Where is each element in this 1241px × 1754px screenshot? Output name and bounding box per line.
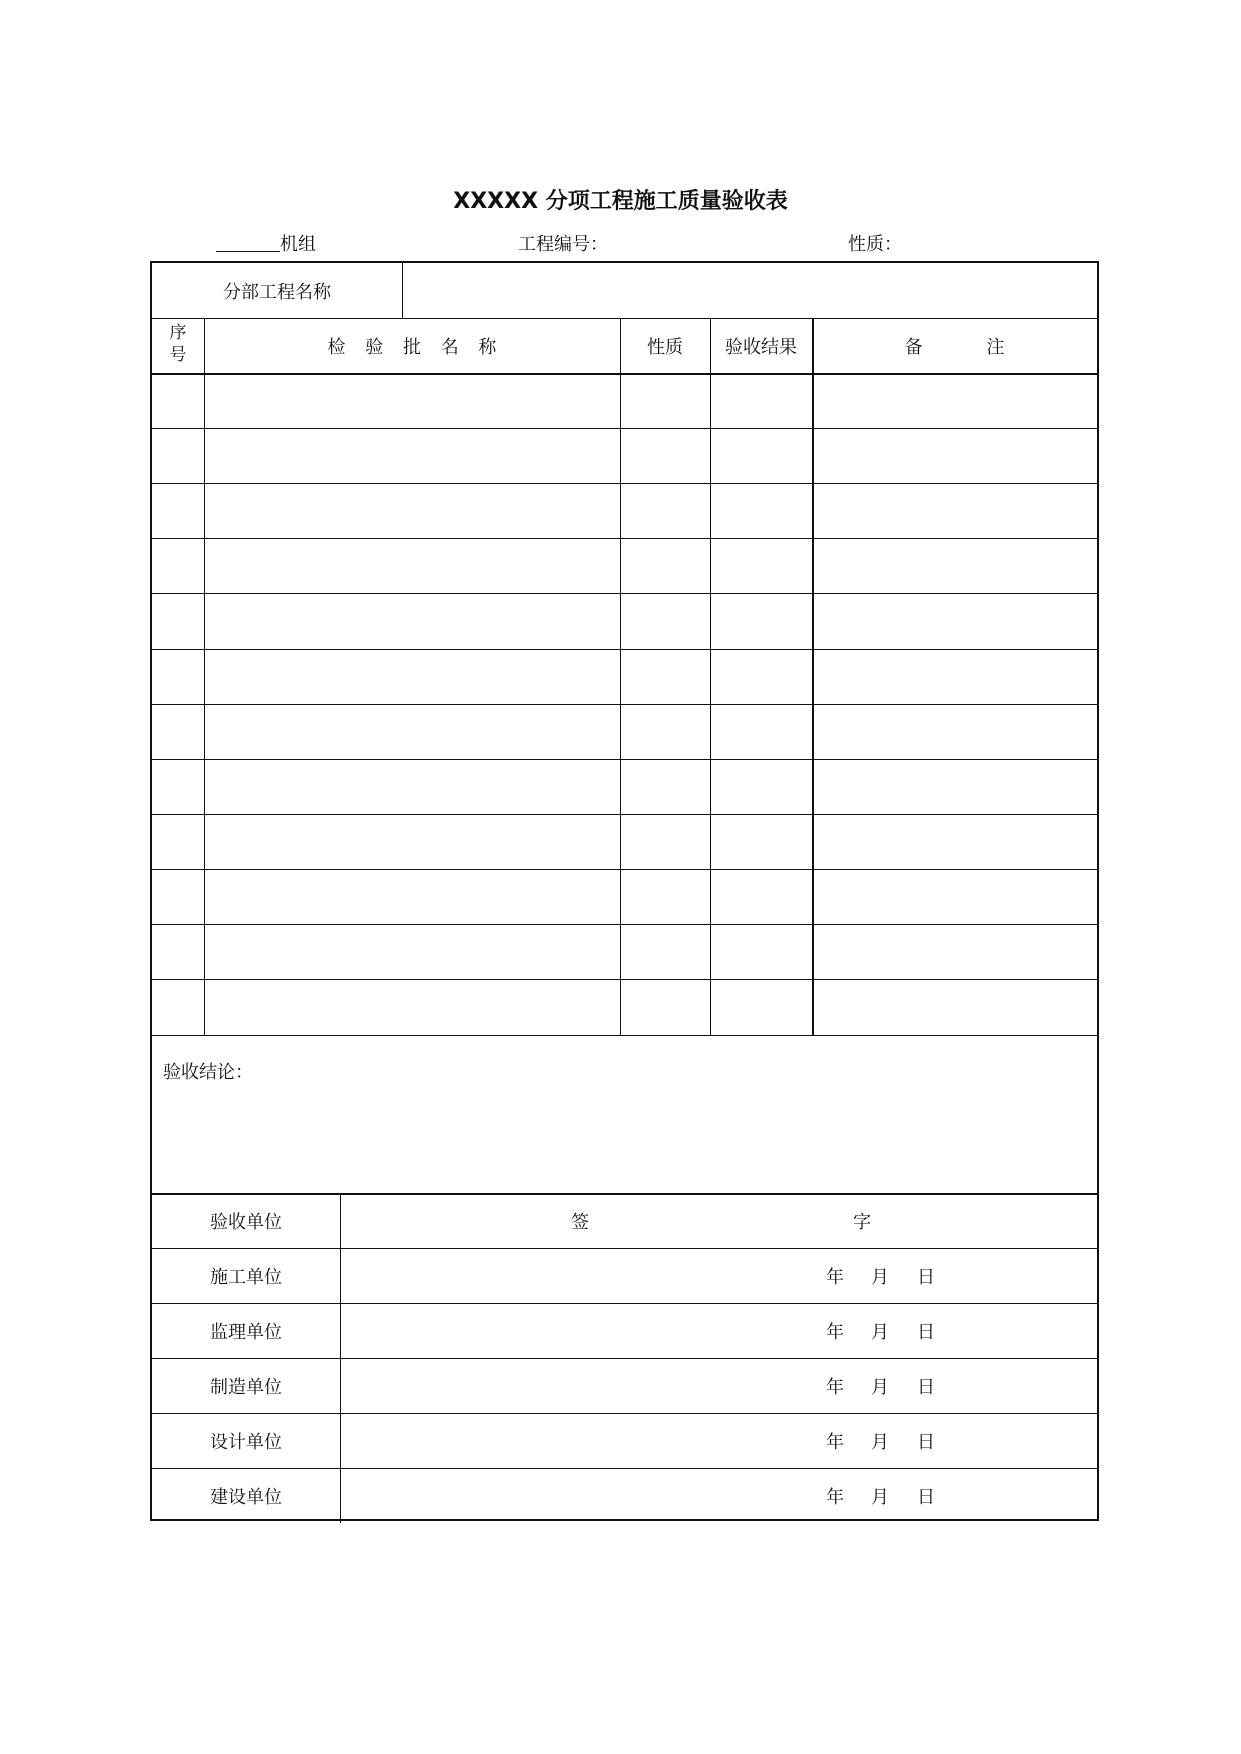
divider [812, 318, 814, 1035]
result-cell[interactable] [710, 649, 812, 704]
sign-row-unit: 施工单位 [210, 1267, 282, 1288]
header-batch-name: 检 验 批 名 称 [327, 337, 497, 358]
date-year-label: 年 [826, 1322, 844, 1343]
date-day-label: 日 [917, 1487, 935, 1508]
serial-cell[interactable] [152, 924, 204, 979]
document-title: XXXXX 分项工程施工质量验收表 [453, 189, 788, 214]
table-row [152, 483, 1097, 538]
nature-cell[interactable] [620, 593, 710, 648]
remarks-cell[interactable] [812, 538, 1097, 593]
nature-cell[interactable] [620, 979, 710, 1034]
nature-cell[interactable] [620, 373, 710, 428]
table-row [152, 538, 1097, 593]
sign-row [152, 1468, 1097, 1523]
remarks-cell[interactable] [812, 979, 1097, 1034]
header-nature: 性质 [647, 337, 683, 358]
batch-name-cell[interactable] [204, 483, 620, 538]
date-day-label: 日 [917, 1377, 935, 1398]
serial-cell[interactable] [152, 373, 204, 428]
nature-cell[interactable] [620, 538, 710, 593]
sign-row-unit: 设计单位 [210, 1432, 282, 1453]
sign-row-unit: 建设单位 [210, 1487, 282, 1508]
division-value-cell[interactable] [404, 263, 1097, 318]
sign-header-char: 字 [853, 1212, 871, 1233]
batch-name-cell[interactable] [204, 649, 620, 704]
result-cell[interactable] [710, 373, 812, 428]
date-year-label: 年 [826, 1432, 844, 1453]
result-cell[interactable] [710, 428, 812, 483]
remarks-cell[interactable] [812, 649, 1097, 704]
result-cell[interactable] [710, 483, 812, 538]
serial-cell[interactable] [152, 814, 204, 869]
table-row [152, 924, 1097, 979]
signature-field[interactable] [342, 1303, 902, 1358]
result-cell[interactable] [710, 979, 812, 1034]
date-month-label: 月 [871, 1487, 889, 1508]
result-cell[interactable] [710, 593, 812, 648]
result-cell[interactable] [710, 704, 812, 759]
remarks-cell[interactable] [812, 593, 1097, 648]
remarks-cell[interactable] [812, 483, 1097, 538]
batch-name-cell[interactable] [204, 428, 620, 483]
conclusion-area[interactable] [152, 1035, 1097, 1193]
divider [620, 318, 621, 1035]
conclusion-label: 验收结论： [163, 1062, 253, 1083]
serial-cell[interactable] [152, 593, 204, 648]
table-row [152, 759, 1097, 814]
header-serial [152, 322, 204, 366]
date-year-label: 年 [826, 1487, 844, 1508]
division-label: 分部工程名称 [223, 282, 331, 303]
signature-field[interactable] [342, 1248, 902, 1303]
divider [152, 318, 1097, 319]
unit-field[interactable] [216, 230, 316, 256]
nature-cell[interactable] [620, 759, 710, 814]
table-row [152, 704, 1097, 759]
nature-label: 性质： [848, 234, 902, 255]
batch-name-cell[interactable] [204, 759, 620, 814]
unit-suffix: 机组 [280, 234, 316, 255]
nature-cell[interactable] [620, 483, 710, 538]
serial-cell[interactable] [152, 869, 204, 924]
date-day-label: 日 [917, 1432, 935, 1453]
batch-name-cell[interactable] [204, 814, 620, 869]
signature-field[interactable] [342, 1413, 902, 1468]
nature-cell[interactable] [620, 869, 710, 924]
serial-cell[interactable] [152, 538, 204, 593]
batch-name-cell[interactable] [204, 704, 620, 759]
remarks-cell[interactable] [812, 814, 1097, 869]
serial-cell[interactable] [152, 759, 204, 814]
date-month-label: 月 [871, 1377, 889, 1398]
signature-field[interactable] [342, 1358, 902, 1413]
table-row [152, 428, 1097, 483]
serial-cell[interactable] [152, 649, 204, 704]
remarks-cell[interactable] [812, 869, 1097, 924]
batch-name-cell[interactable] [204, 979, 620, 1034]
date-month-label: 月 [871, 1432, 889, 1453]
date-year-label: 年 [826, 1377, 844, 1398]
sign-row-unit: 制造单位 [210, 1377, 282, 1398]
nature-cell[interactable] [620, 924, 710, 979]
sign-row [152, 1413, 1097, 1468]
result-cell[interactable] [710, 759, 812, 814]
divider [402, 263, 403, 318]
project-no-label: 工程编号： [518, 234, 608, 255]
date-month-label: 月 [871, 1322, 889, 1343]
signature-field[interactable] [342, 1468, 902, 1523]
batch-name-cell[interactable] [204, 538, 620, 593]
header-serial-line1: 序 [169, 323, 187, 343]
acceptance-table [150, 261, 1099, 1521]
table-row [152, 979, 1097, 1034]
sign-row [152, 1358, 1097, 1413]
date-day-label: 日 [917, 1322, 935, 1343]
sign-header-sign: 签 [571, 1212, 589, 1233]
nature-cell[interactable] [620, 428, 710, 483]
divider [710, 318, 711, 1035]
nature-cell[interactable] [620, 814, 710, 869]
unit-blank[interactable] [216, 233, 280, 252]
result-cell[interactable] [710, 538, 812, 593]
table-row [152, 869, 1097, 924]
divider [204, 318, 205, 1035]
sign-row [152, 1303, 1097, 1358]
table-row [152, 593, 1097, 648]
serial-cell[interactable] [152, 483, 204, 538]
remarks-cell[interactable] [812, 759, 1097, 814]
divider [152, 1193, 1097, 1195]
batch-name-cell[interactable] [204, 869, 620, 924]
serial-cell[interactable] [152, 428, 204, 483]
result-cell[interactable] [710, 869, 812, 924]
remarks-cell[interactable] [812, 924, 1097, 979]
batch-name-cell[interactable] [204, 373, 620, 428]
table-row [152, 814, 1097, 869]
date-month-label: 月 [871, 1267, 889, 1288]
nature-cell[interactable] [620, 649, 710, 704]
sign-row [152, 1248, 1097, 1303]
header-result: 验收结果 [725, 337, 797, 358]
table-row [152, 373, 1097, 428]
header-remarks: 备 注 [904, 337, 1005, 358]
remarks-cell[interactable] [812, 704, 1097, 759]
batch-name-cell[interactable] [204, 593, 620, 648]
result-cell[interactable] [710, 814, 812, 869]
batch-name-cell[interactable] [204, 924, 620, 979]
serial-cell[interactable] [152, 979, 204, 1034]
sign-row-unit: 监理单位 [210, 1322, 282, 1343]
sign-header-unit: 验收单位 [210, 1212, 282, 1233]
result-cell[interactable] [710, 924, 812, 979]
date-year-label: 年 [826, 1267, 844, 1288]
date-day-label: 日 [917, 1267, 935, 1288]
nature-cell[interactable] [620, 704, 710, 759]
serial-cell[interactable] [152, 704, 204, 759]
header-serial-line2: 号 [169, 345, 187, 365]
table-row [152, 649, 1097, 704]
remarks-cell[interactable] [812, 373, 1097, 428]
remarks-cell[interactable] [812, 428, 1097, 483]
